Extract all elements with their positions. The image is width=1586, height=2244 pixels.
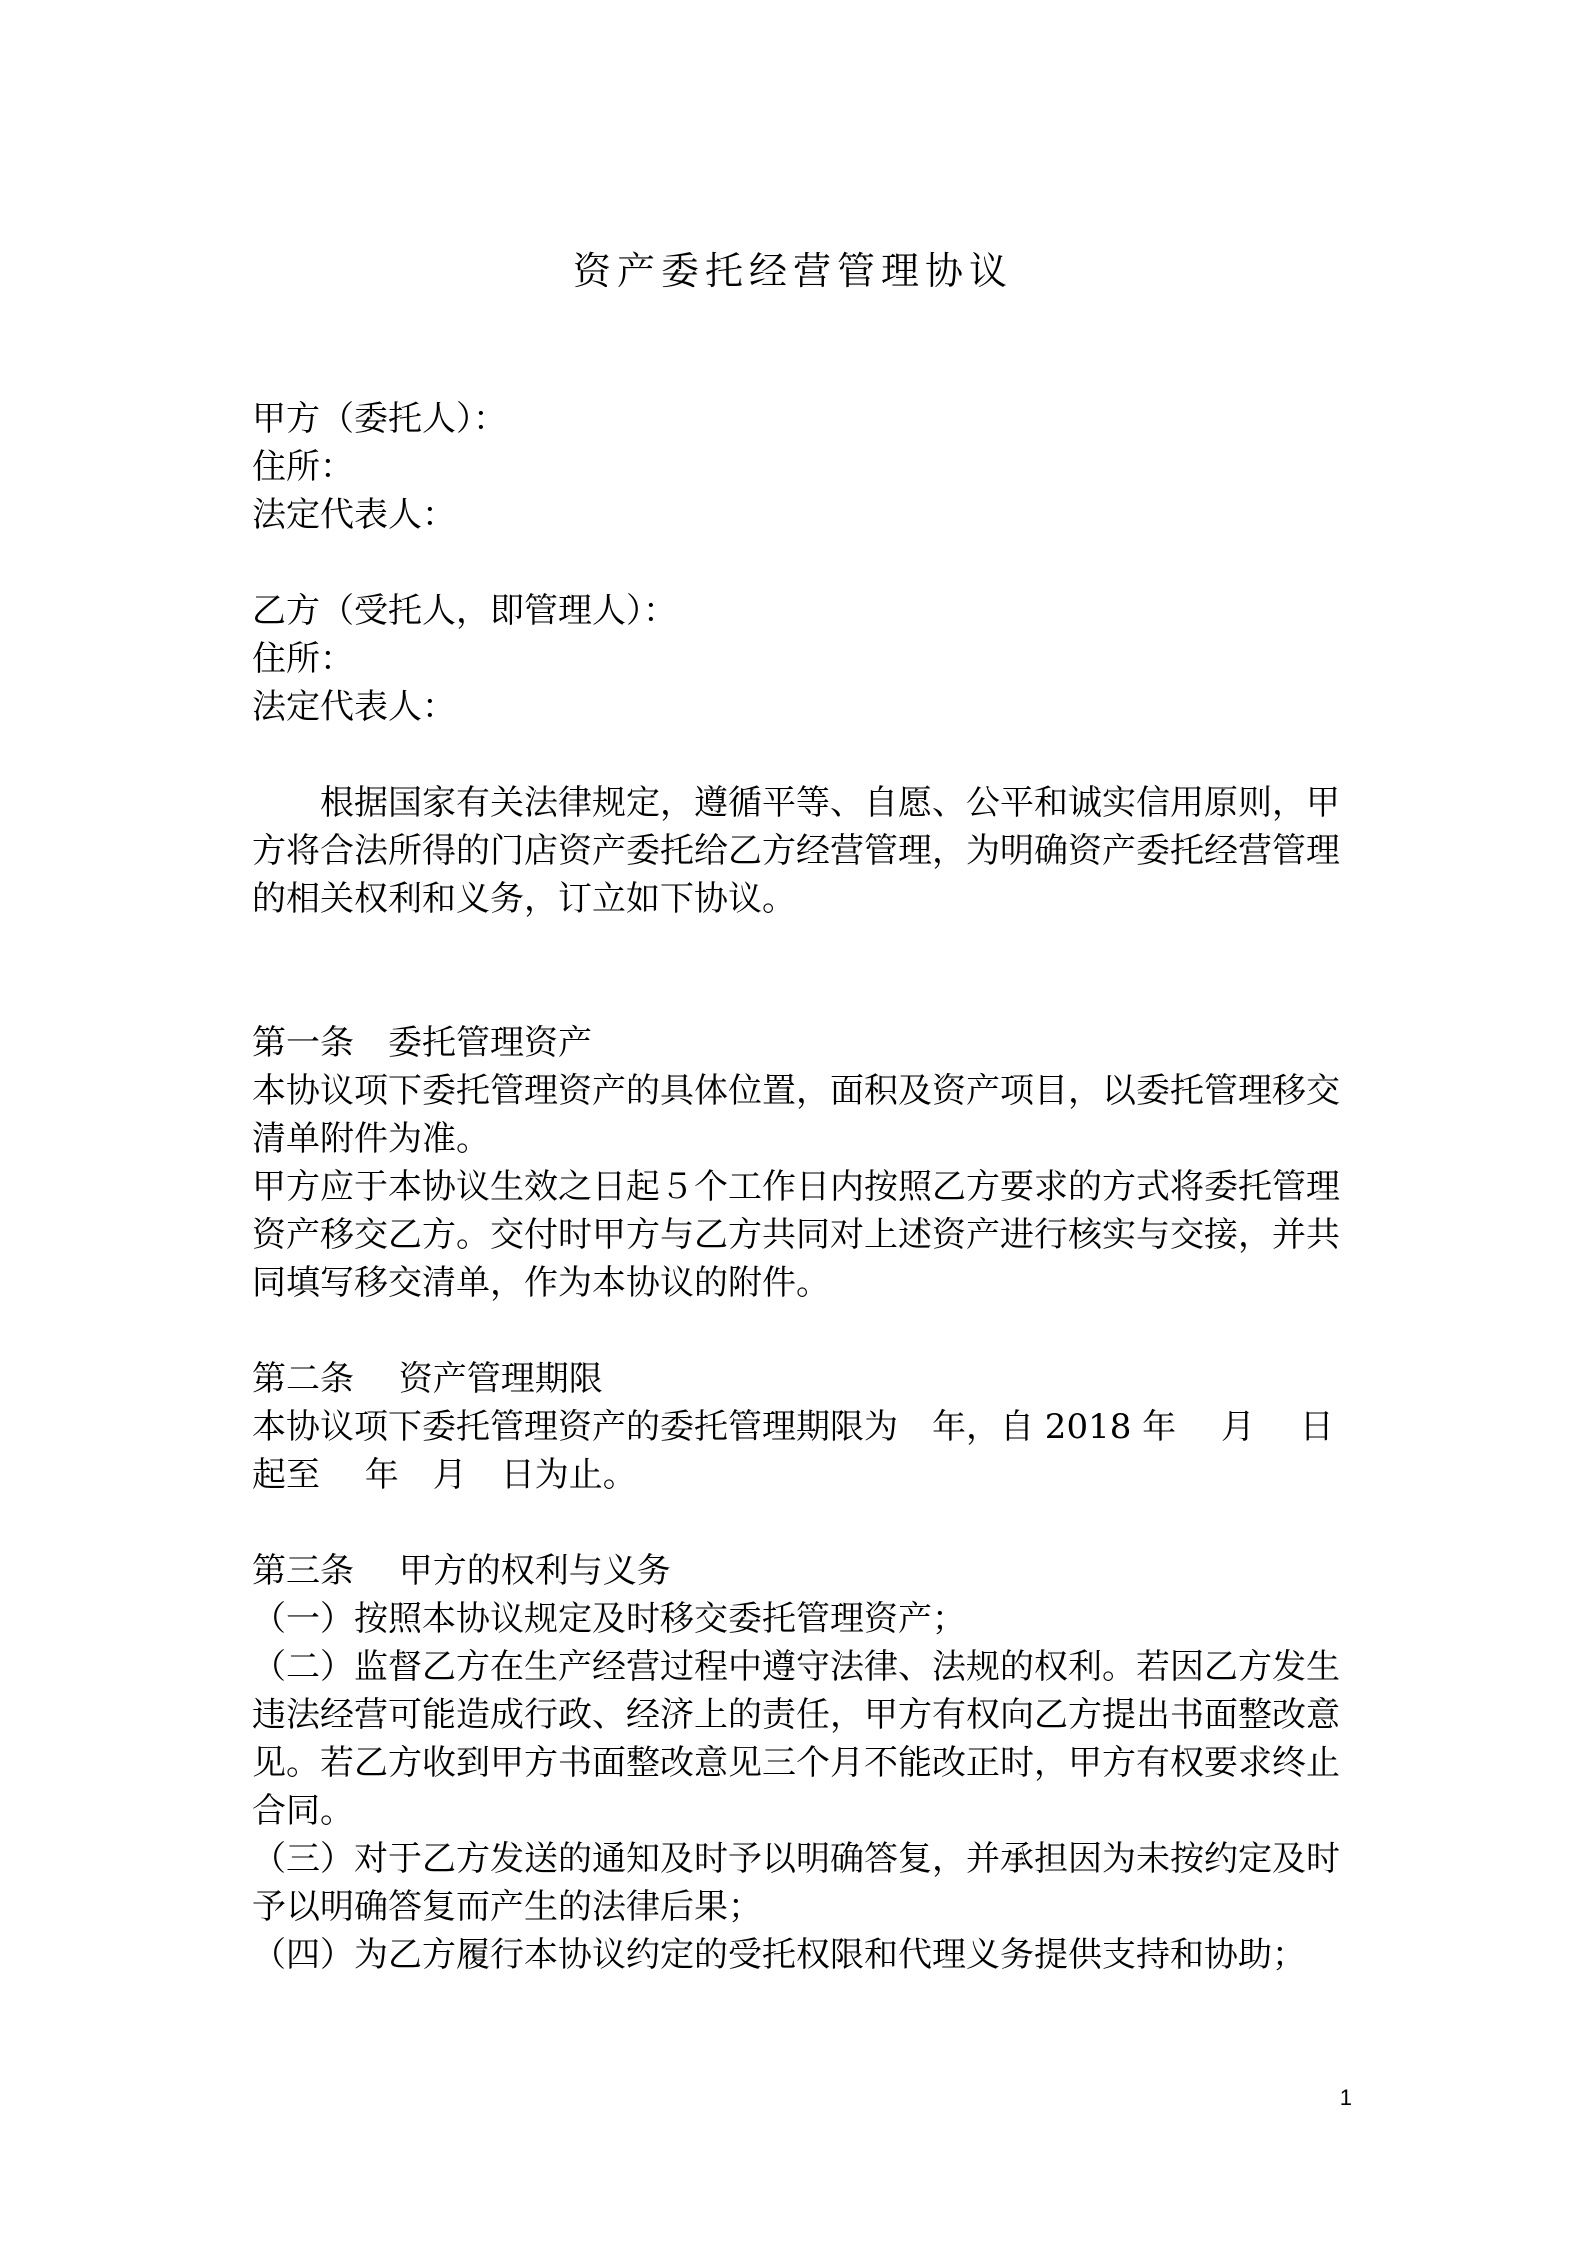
- article-3-item-4: （四）为乙方履行本协议约定的受托权限和代理义务提供支持和协助；: [252, 1935, 1306, 1975]
- article-3-item-3: （三）对于乙方发送的通知及时予以明确答复，并承担因为未按约定及时予以明确答复而产生的法律后果；: [252, 1839, 1340, 1927]
- article-1-paragraph-2: 甲方应于本协议生效之日起５个工作日内按照乙方要求的方式将委托管理资产移交乙方。交付时甲方与乙方共同对上述资产进行核实与交接，并共同填写移交清单，作为本协议的附件。: [252, 1167, 1340, 1303]
- party-a-rep: 法定代表人：: [252, 495, 456, 535]
- article-1-heading: 第一条 委托管理资产: [252, 1023, 592, 1063]
- article-1-paragraph-1: 本协议项下委托管理资产的具体位置，面积及资产项目，以委托管理移交清单附件为准。: [252, 1071, 1340, 1159]
- article-3-item-2: （二）监督乙方在生产经营过程中遵守法律、法规的权利。若因乙方发生违法经营可能造成行政、经济上的责任，甲方有权向乙方提出书面整改意见。若乙方收到甲方书面整改意见三个月不能改正时，甲方有权要求终止合同。: [252, 1647, 1340, 1831]
- preamble-paragraph: 根据国家有关法律规定，遵循平等、自愿、公平和诚实信用原则，甲方将合法所得的门店资产委托给乙方经营管理，为明确资产委托经营管理的相关权利和义务，订立如下协议。: [252, 783, 1340, 919]
- document-title: 资产委托经营管理协议: [572, 249, 1013, 293]
- party-a-label: 甲方（委托人）：: [252, 399, 507, 439]
- article-2-paragraph-1: 本协议项下委托管理资产的委托管理期限为 年，自 2018 年 月 日起至 年 月 日为止。: [252, 1407, 1334, 1495]
- party-b-label: 乙方（受托人，即管理人）：: [252, 591, 677, 631]
- page-number: 1: [1339, 2085, 1352, 2110]
- article-3-heading: 第三条 甲方的权利与义务: [252, 1551, 671, 1591]
- document-body: [252, 395, 1348, 1979]
- article-3-item-1: （一）按照本协议规定及时移交委托管理资产；: [252, 1599, 966, 1639]
- party-b-rep: 法定代表人：: [252, 687, 456, 727]
- article-2-heading: 第二条 资产管理期限: [252, 1359, 603, 1399]
- party-b-address: 住所：: [252, 639, 354, 679]
- party-a-address: 住所：: [252, 447, 354, 487]
